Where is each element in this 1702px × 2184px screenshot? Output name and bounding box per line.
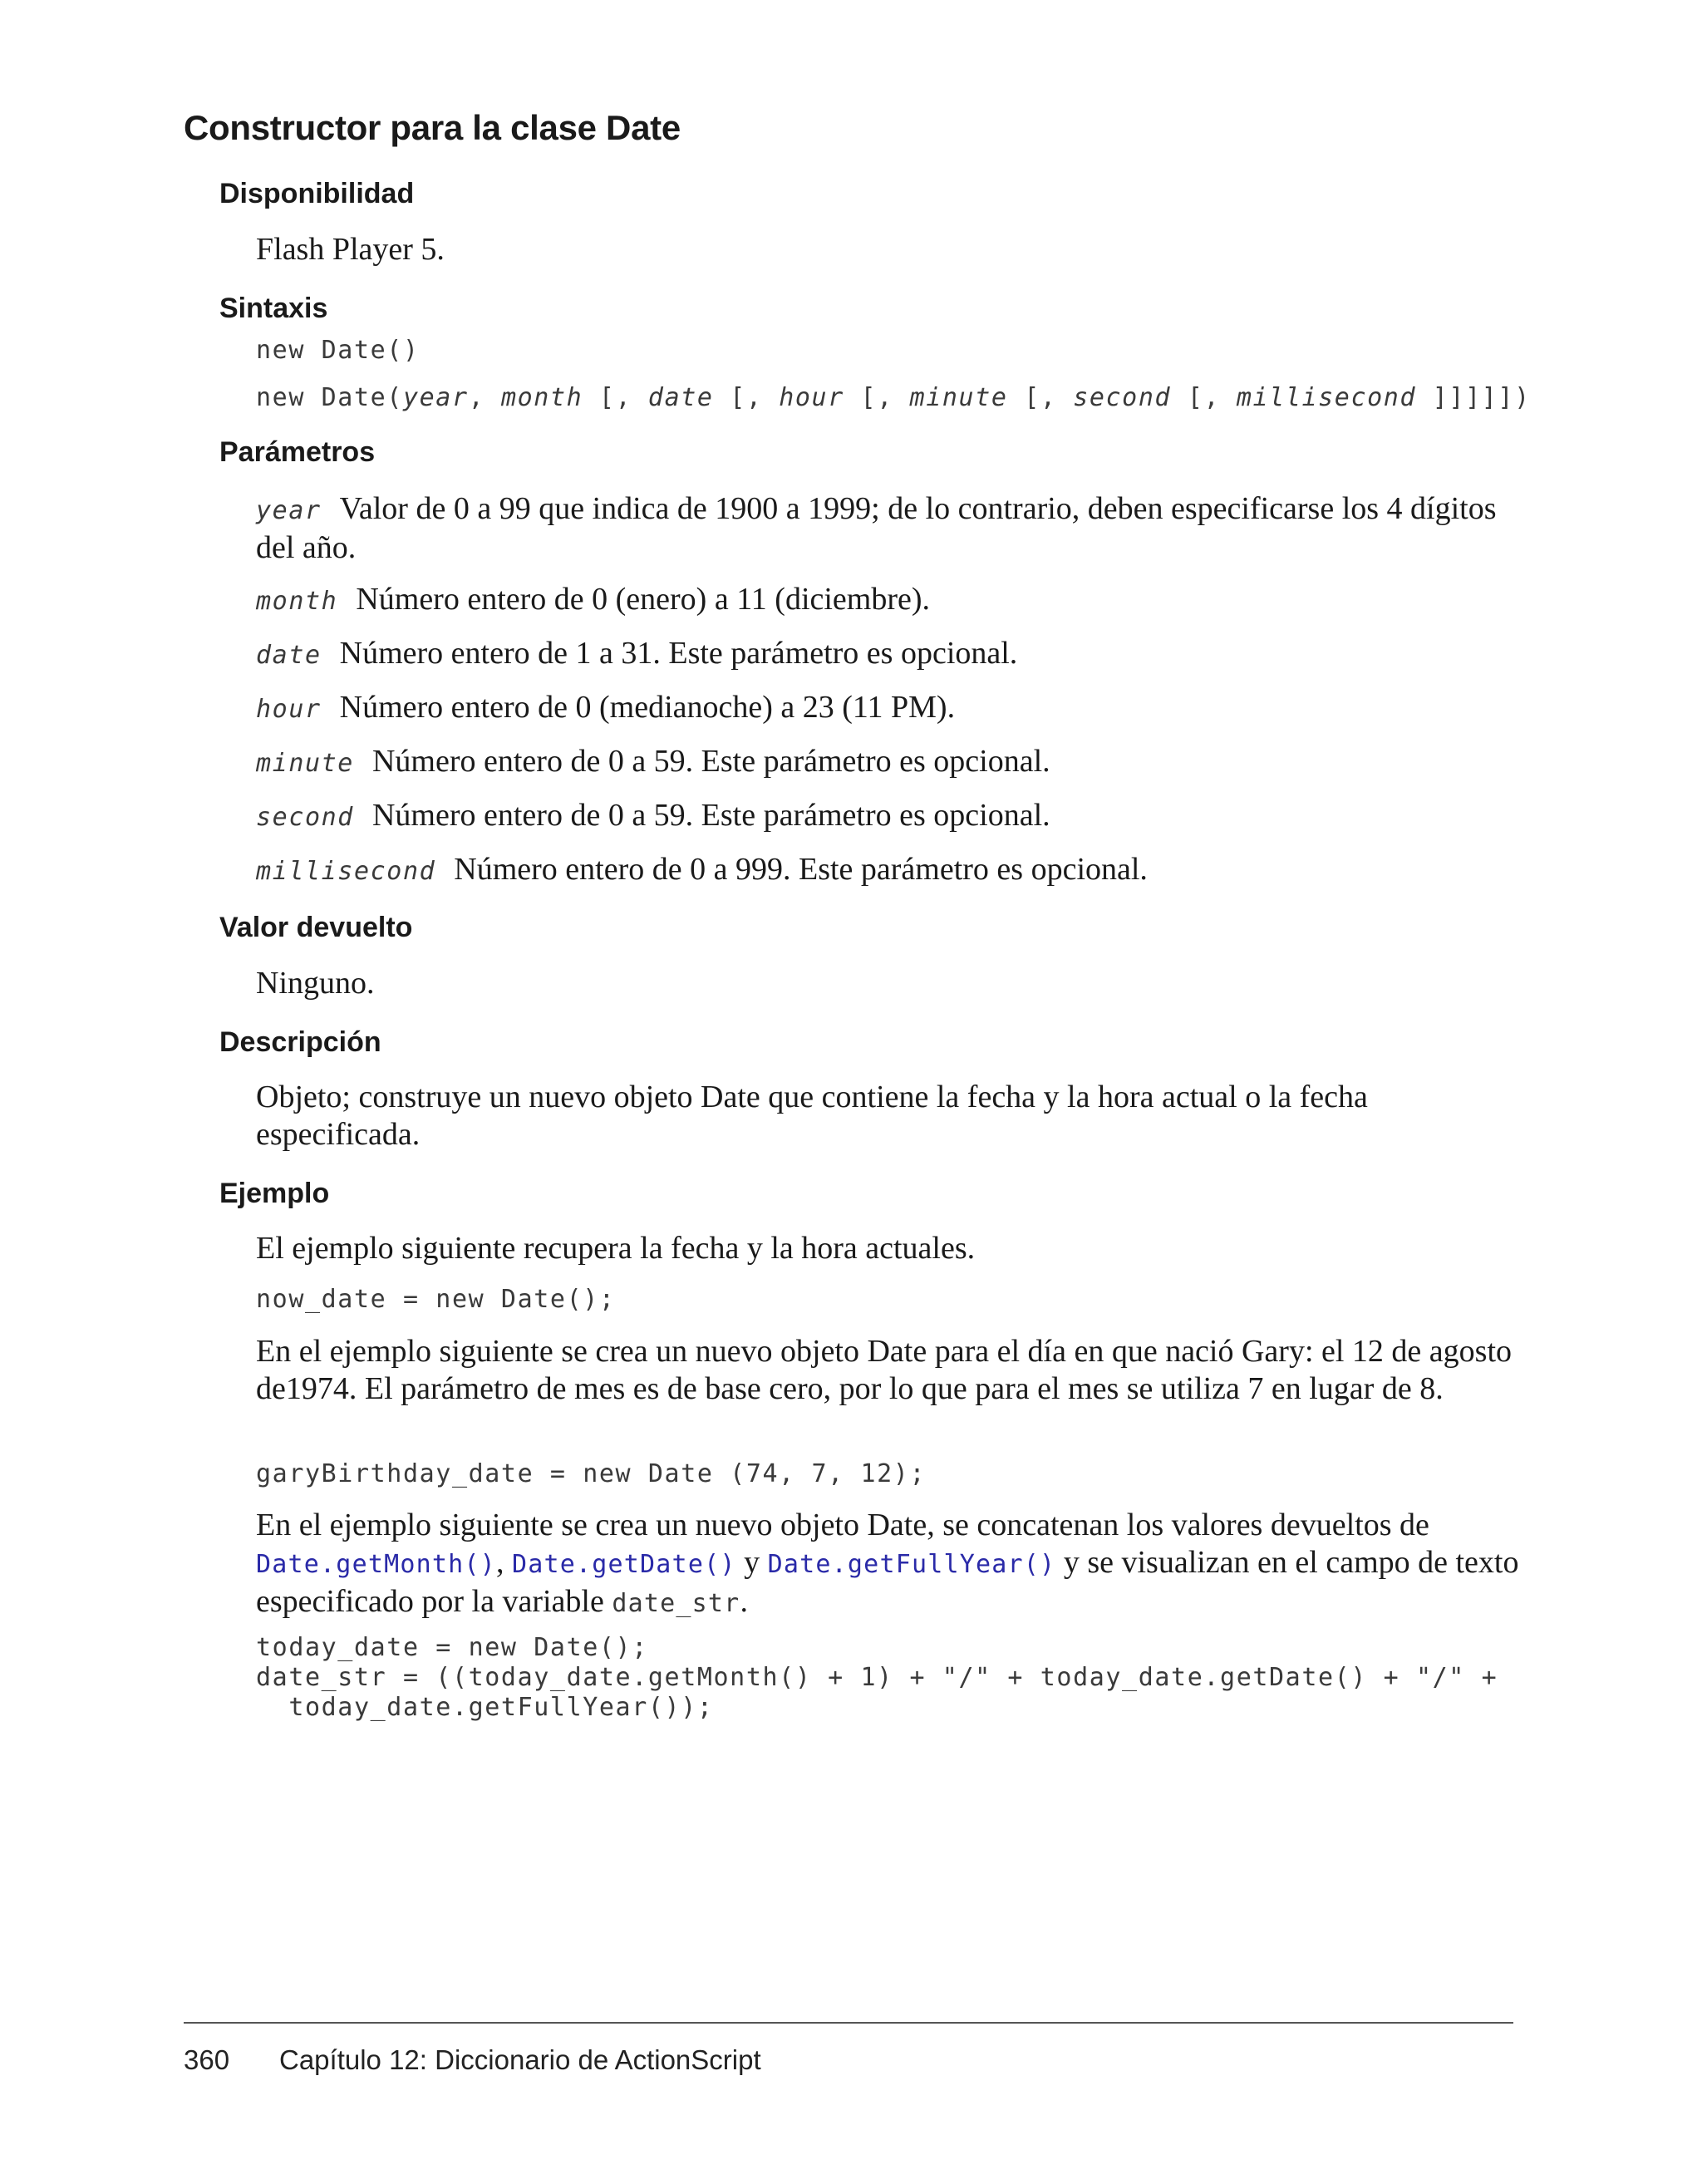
parameter-name: month: [256, 587, 338, 616]
parameter-description: Número entero de 0 a 59. Este parámetro es opcional.: [371, 798, 1050, 833]
syntax-sep: [,: [844, 383, 910, 412]
inline-code-date-str: date_str: [612, 1589, 740, 1618]
syntax-param-date: date: [647, 383, 714, 412]
syntax-sep: [,: [1171, 383, 1237, 412]
parameter-name: year: [256, 496, 322, 525]
syntax-param-hour: hour: [779, 383, 844, 412]
example-paragraph-2: En el ejemplo siguiente se crea un nuevo objeto Date para el día en que nació Gary: el 12 de agosto de1974. El parámetro de mes es de base cero, por lo que para el mes se utiliza 7 en lugar de 8.: [256, 1334, 1513, 1406]
parameter-description: Número entero de 0 (enero) a 11 (diciembre).: [356, 582, 931, 617]
example-code-2: garyBirthday_date = new Date (74, 7, 12);: [256, 1459, 927, 1488]
syntax-heading: Sintaxis: [219, 293, 328, 324]
syntax-line-1: new Date(): [256, 336, 420, 365]
example-heading: Ejemplo: [219, 1178, 330, 1209]
syntax-param-month: month: [500, 383, 583, 412]
syntax-suffix: ]]]]]): [1416, 383, 1531, 412]
syntax-sep: [,: [713, 383, 780, 412]
example-paragraph-1: El ejemplo siguiente recupera la fecha y la hora actuales.: [256, 1231, 976, 1266]
example-code-3: today_date = new Date(); date_str = ((today_date.getMonth() + 1) + "/" + today_date.getDate() + "/" + today_date.getFullYear());: [256, 1633, 1498, 1722]
syntax-param-second: second: [1073, 383, 1172, 412]
link-date-getfullyear[interactable]: Date.getFullYear(): [767, 1550, 1056, 1579]
syntax-sep: [,: [583, 383, 648, 412]
parameter-description: Número entero de 0 a 59. Este parámetro es opcional.: [371, 744, 1050, 779]
parameter-name: minute: [256, 749, 354, 778]
parameter-name: millisecond: [256, 857, 436, 886]
availability-text: Flash Player 5.: [256, 232, 445, 267]
syntax-sep: ,: [468, 383, 501, 412]
syntax-param-minute: minute: [909, 383, 1008, 412]
example-paragraph-3-end: .: [740, 1584, 748, 1619]
returns-heading: Valor devuelto: [219, 912, 413, 943]
syntax-sep: [,: [1007, 383, 1074, 412]
parameter-item-millisecond: [256, 851, 1519, 890]
link-date-getmonth[interactable]: Date.getMonth(): [256, 1550, 496, 1579]
parameter-item-year: [256, 490, 1519, 567]
parameters-heading: Parámetros: [219, 436, 376, 468]
parameter-item-hour: [256, 689, 1519, 728]
footer-divider: [184, 2022, 1513, 2024]
parameter-item-date: [256, 635, 1519, 674]
example-code-1: now_date = new Date();: [256, 1285, 616, 1314]
parameter-name: second: [256, 803, 354, 832]
syntax-param-year: year: [402, 383, 469, 412]
parameter-item-second: [256, 797, 1519, 836]
parameter-description: Número entero de 0 (medianoche) a 23 (11 PM).: [339, 690, 956, 725]
parameter-name: date: [256, 641, 322, 670]
syntax-prefix: new Date(: [256, 383, 403, 412]
returns-text: Ninguno.: [256, 966, 375, 1001]
parameter-item-month: [256, 581, 1519, 620]
description-heading: Descripción: [219, 1026, 381, 1058]
parameter-item-minute: [256, 743, 1519, 782]
description-text: Objeto; construye un nuevo objeto Date que contiene la fecha y la hora actual o la fecha especificada.: [256, 1080, 1368, 1152]
parameter-description: Número entero de 0 a 999. Este parámetro es opcional.: [454, 852, 1148, 887]
parameter-description: Valor de 0 a 99 que indica de 1900 a 1999; de lo contrario, deben especificarse los 4 dígitos del año.: [256, 491, 1497, 565]
syntax-param-millisecond: millisecond: [1236, 383, 1417, 412]
example-paragraph-3-intro: En el ejemplo siguiente se crea un nuevo objeto Date, se concatenan los valores devueltos de: [256, 1508, 1429, 1542]
parameter-description: Número entero de 1 a 31. Este parámetro es opcional.: [339, 636, 1018, 671]
separator-text: y: [735, 1545, 768, 1580]
link-date-getdate[interactable]: Date.getDate(): [511, 1550, 736, 1579]
separator-text: ,: [495, 1545, 512, 1580]
parameter-name: hour: [256, 695, 322, 724]
example-paragraph-3: [256, 1507, 1519, 1622]
page-number: 360: [184, 2044, 230, 2075]
chapter-title: Capítulo 12: Diccionario de ActionScript: [279, 2044, 761, 2075]
page-title: Constructor para la clase Date: [184, 108, 681, 147]
example-paragraph-3-mid: y se visualizan en el campo de texto especificado por la variable: [256, 1545, 1519, 1619]
availability-heading: Disponibilidad: [219, 178, 415, 209]
syntax-line-2: [256, 383, 1531, 413]
